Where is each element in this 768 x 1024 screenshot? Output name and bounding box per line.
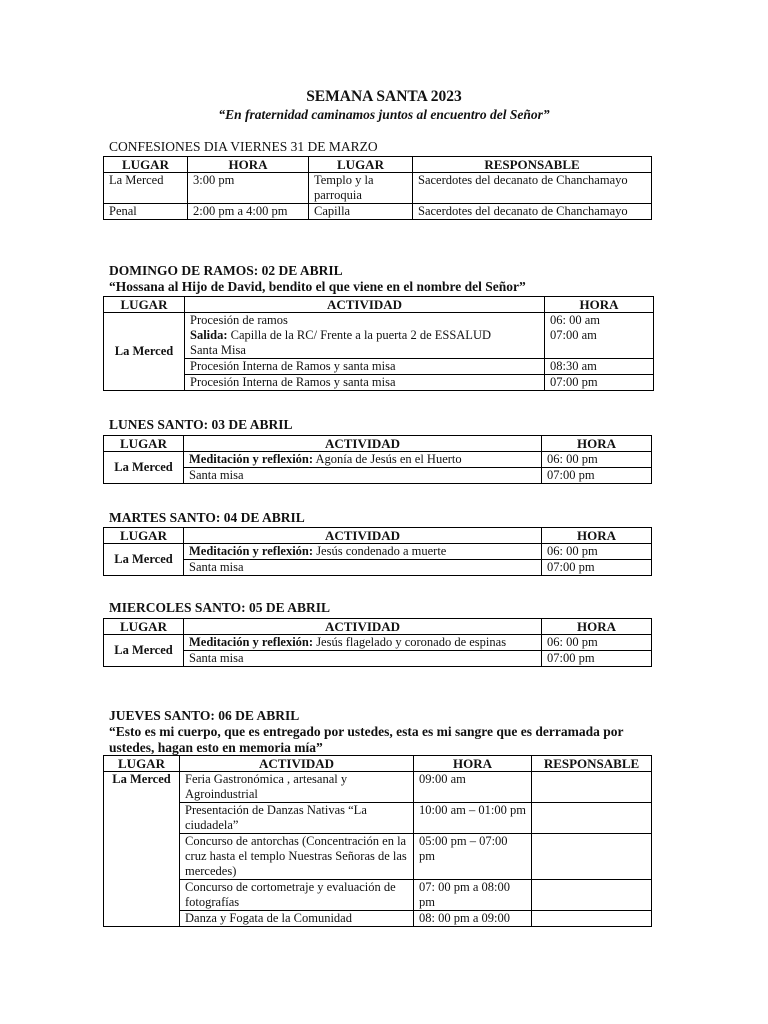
hora-line: 07:00 am xyxy=(550,328,597,342)
hora-cell: 06: 00 pm xyxy=(542,544,652,560)
table-row xyxy=(104,911,652,927)
column-header: RESPONSABLE xyxy=(532,756,652,772)
place-cell: La Merced xyxy=(104,452,184,484)
column-header: LUGAR xyxy=(104,528,184,544)
actividad-cell xyxy=(185,313,545,359)
salida-text: Capilla de la RC/ Frente a la puerta 2 de ESSALUD xyxy=(227,328,491,342)
table-row xyxy=(104,173,652,204)
hora-cell: 09:00 am xyxy=(414,772,532,803)
column-header: RESPONSABLE xyxy=(413,157,652,173)
confesiones-table xyxy=(103,156,652,220)
responsable-cell: Sacerdotes del decanato de Chanchamayo xyxy=(413,204,652,220)
table-row xyxy=(104,452,652,468)
column-header: ACTIVIDAD xyxy=(180,756,414,772)
table-row xyxy=(104,772,652,803)
table-row xyxy=(104,313,654,359)
column-header: LUGAR xyxy=(104,297,185,313)
page-title: SEMANA SANTA 2023 xyxy=(306,88,462,105)
meditacion-text: Agonía de Jesús en el Huerto xyxy=(313,452,462,466)
lugar-cell: La Merced xyxy=(104,173,188,204)
column-header: HORA xyxy=(542,436,652,452)
responsable-cell xyxy=(532,911,652,927)
place-cell: La Merced xyxy=(104,635,184,667)
table-header-row xyxy=(104,297,654,313)
domingo-heading-rest: DE RAMOS: 02 DE ABRIL xyxy=(178,263,343,278)
jueves-heading: JUEVES SANTO: 06 DE ABRIL xyxy=(109,708,300,723)
column-header: LUGAR xyxy=(104,619,184,635)
column-header: HORA xyxy=(188,157,309,173)
actividad-cell: Santa misa xyxy=(184,651,542,667)
salida-label: Salida: xyxy=(190,328,228,342)
responsable-cell: Sacerdotes del decanato de Chanchamayo xyxy=(413,173,652,204)
column-header: HORA xyxy=(414,756,532,772)
actividad-cell xyxy=(184,452,542,468)
meditacion-text: Jesús condenado a muerte xyxy=(313,544,447,558)
hora-cell: 08: 00 pm a 09:00 xyxy=(414,911,532,927)
table-row xyxy=(104,544,652,560)
hora-cell: 10:00 am – 01:00 pm xyxy=(414,803,532,834)
responsable-cell xyxy=(532,834,652,880)
martes-table xyxy=(103,527,652,576)
actividad-cell: Presentación de Danzas Nativas “La ciudadela” xyxy=(180,803,414,834)
lunes-heading: LUNES SANTO: 03 DE ABRIL xyxy=(109,417,293,432)
jueves-table xyxy=(103,755,652,927)
column-header: HORA xyxy=(545,297,654,313)
confesiones-heading: CONFESIONES DIA VIERNES 31 DE MARZO xyxy=(109,139,378,154)
martes-heading: MARTES SANTO: 04 DE ABRIL xyxy=(109,510,305,525)
hora-cell: 07:00 pm xyxy=(545,375,654,391)
table-header-row xyxy=(104,756,652,772)
hora-cell: 07:00 pm xyxy=(542,560,652,576)
actividad-cell: Concurso de cortometraje y evaluación de fotografías xyxy=(180,880,414,911)
column-header: LUGAR xyxy=(104,756,180,772)
actividad-cell: Danza y Fogata de la Comunidad xyxy=(180,911,414,927)
activity-line: Santa Misa xyxy=(190,343,246,357)
meditacion-label: Meditación y reflexión: xyxy=(189,544,314,558)
column-header: LUGAR xyxy=(309,157,413,173)
column-header: LUGAR xyxy=(104,157,188,173)
hora-line: 06: 00 am xyxy=(550,313,600,327)
domingo-table xyxy=(103,296,654,391)
lugar-cell: Capilla xyxy=(309,204,413,220)
hora-cell: 07:00 pm xyxy=(542,468,652,484)
hora-cell: 06: 00 pm xyxy=(542,635,652,651)
place-cell: La Merced xyxy=(104,544,184,576)
actividad-cell xyxy=(184,635,542,651)
actividad-cell: Santa misa xyxy=(184,560,542,576)
lugar-cell: Templo y la parroquia xyxy=(309,173,413,204)
activity-line: Procesión de ramos xyxy=(190,313,288,327)
table-header-row xyxy=(104,157,652,173)
page-subtitle: “En fraternidad caminamos juntos al encuentro del Señor” xyxy=(218,107,550,122)
hora-cell: 08:30 am xyxy=(545,359,654,375)
jueves-quote: “Esto es mi cuerpo, que es entregado por ustedes, esta es mi sangre que es derramada por ustedes, hagan esto en memoria mía” xyxy=(109,724,624,755)
column-header: ACTIVIDAD xyxy=(184,528,542,544)
table-header-row xyxy=(104,528,652,544)
table-row xyxy=(104,560,652,576)
actividad-cell: Procesión Interna de Ramos y santa misa xyxy=(185,375,545,391)
actividad-cell: Feria Gastronómica , artesanal y Agroindustrial xyxy=(180,772,414,803)
hora-cell: 05:00 pm – 07:00 pm xyxy=(414,834,532,880)
column-header: LUGAR xyxy=(104,436,184,452)
miercoles-table xyxy=(103,618,652,667)
hora-cell xyxy=(545,313,654,359)
hora-cell: 2:00 pm a 4:00 pm xyxy=(188,204,309,220)
table-row xyxy=(104,468,652,484)
column-header: ACTIVIDAD xyxy=(185,297,545,313)
meditacion-label: Meditación y reflexión: xyxy=(189,452,314,466)
domingo-heading xyxy=(109,263,343,279)
actividad-cell: Procesión Interna de Ramos y santa misa xyxy=(185,359,545,375)
miercoles-heading: MIERCOLES SANTO: 05 DE ABRIL xyxy=(109,600,331,615)
place-cell: La Merced xyxy=(104,772,180,927)
column-header: ACTIVIDAD xyxy=(184,619,542,635)
table-header-row xyxy=(104,619,652,635)
table-row xyxy=(104,880,652,911)
actividad-cell: Concurso de antorchas (Concentración en la cruz hasta el templo Nuestras Señoras de las mercedes) xyxy=(180,834,414,880)
hora-cell: 07: 00 pm a 08:00 pm xyxy=(414,880,532,911)
column-header: HORA xyxy=(542,528,652,544)
table-row xyxy=(104,635,652,651)
responsable-cell xyxy=(532,772,652,803)
table-row xyxy=(104,803,652,834)
responsable-cell xyxy=(532,803,652,834)
domingo-quote: “Hossana al Hijo de David, bendito el que viene en el nombre del Señor” xyxy=(109,279,526,294)
responsable-cell xyxy=(532,880,652,911)
meditacion-text: Jesús flagelado y coronado de espinas xyxy=(313,635,507,649)
table-row xyxy=(104,359,654,375)
actividad-cell xyxy=(184,544,542,560)
table-row xyxy=(104,204,652,220)
hora-cell: 3:00 pm xyxy=(188,173,309,204)
hora-cell: 07:00 pm xyxy=(542,651,652,667)
actividad-cell: Santa misa xyxy=(184,468,542,484)
table-row xyxy=(104,375,654,391)
activity-line xyxy=(190,328,539,343)
meditacion-label: Meditación y reflexión: xyxy=(189,635,314,649)
place-cell: La Merced xyxy=(104,313,185,391)
domingo-heading-bold: DOMINGO xyxy=(109,263,178,278)
lugar-cell: Penal xyxy=(104,204,188,220)
column-header: ACTIVIDAD xyxy=(184,436,542,452)
table-row xyxy=(104,834,652,880)
lunes-table xyxy=(103,435,652,484)
column-header: HORA xyxy=(542,619,652,635)
table-header-row xyxy=(104,436,652,452)
table-row xyxy=(104,651,652,667)
hora-cell: 06: 00 pm xyxy=(542,452,652,468)
